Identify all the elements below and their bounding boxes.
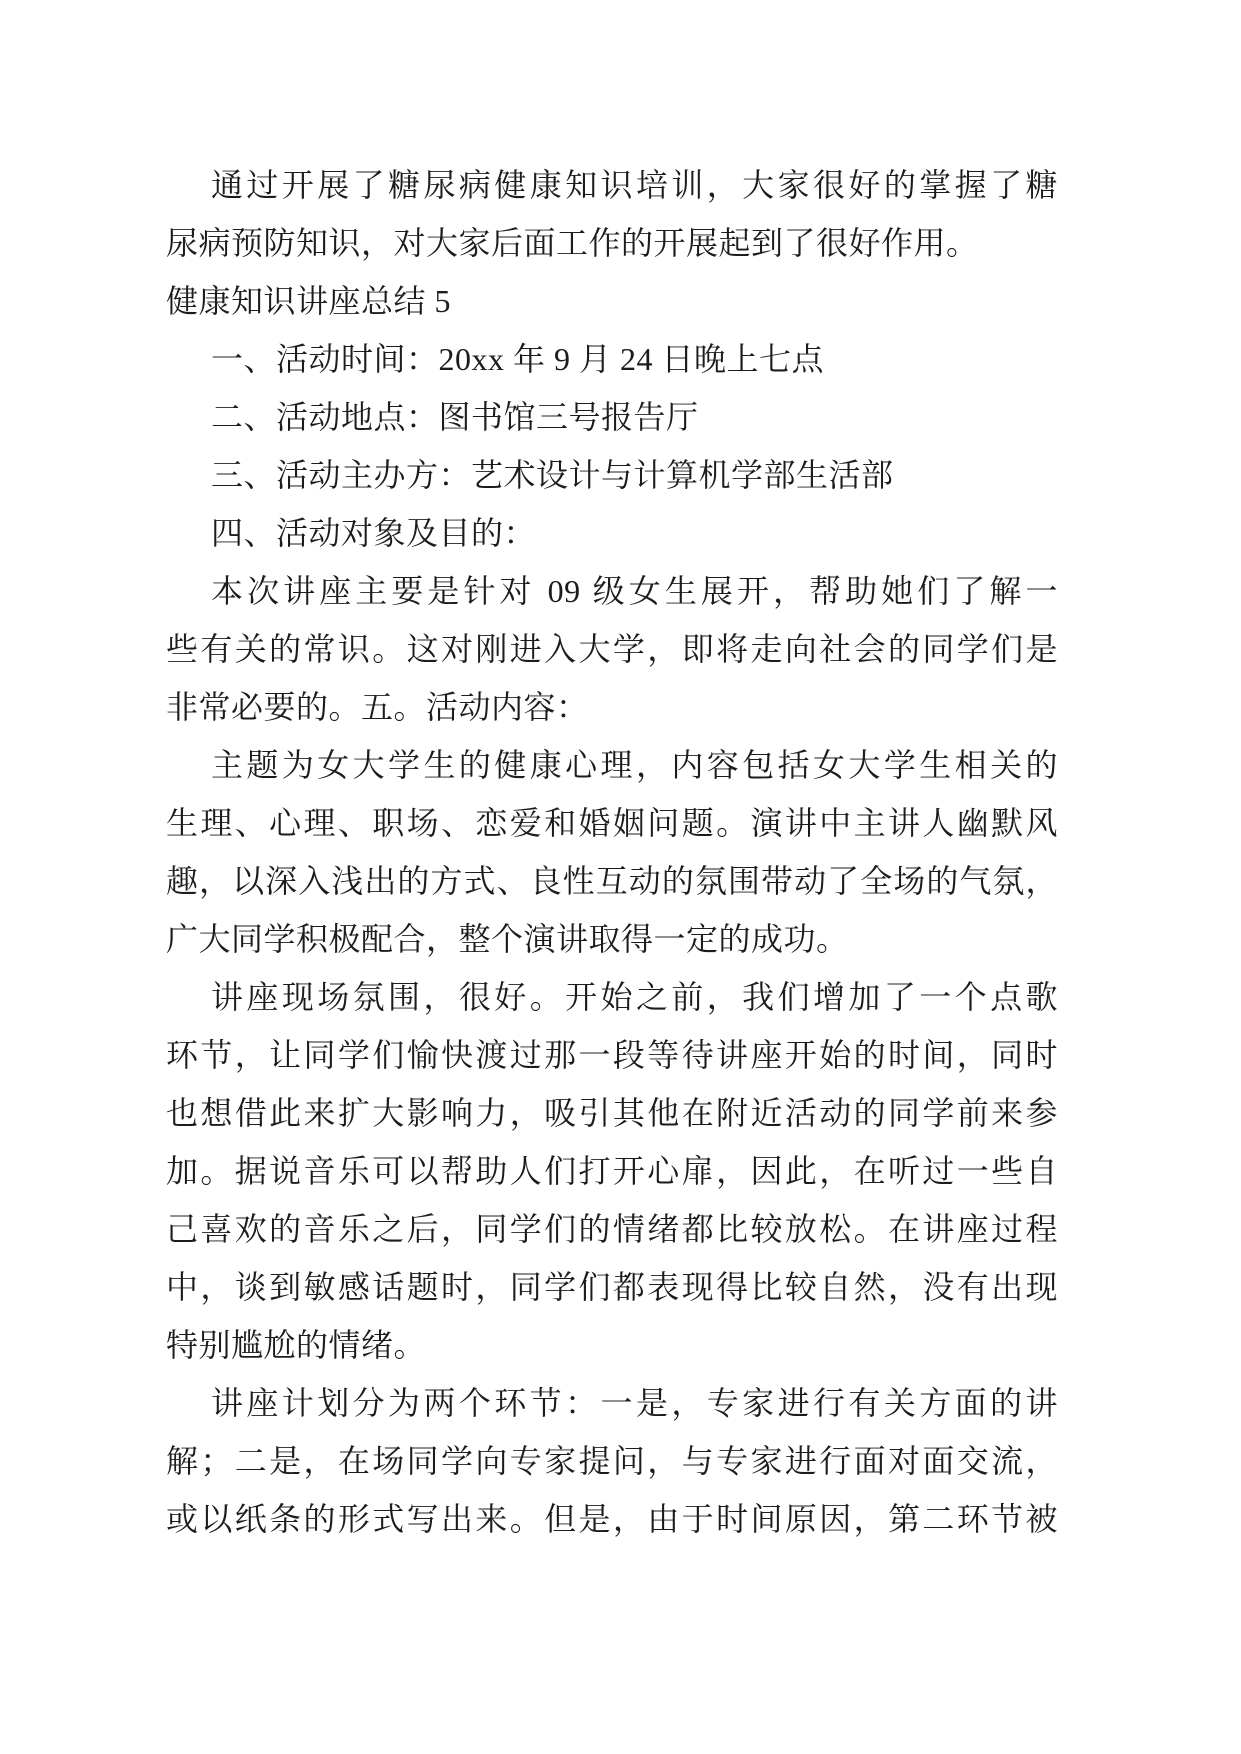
text-line: 趣，以深入浅出的方式、良性互动的氛围带动了全场的气氛， bbox=[166, 863, 1058, 899]
text-line: 主题为女大学生的健康心理，内容包括女大学生相关的 bbox=[211, 747, 1058, 783]
list-item: 四、活动对象及目的： bbox=[211, 515, 537, 551]
text-line: 己喜欢的音乐之后，同学们的情绪都比较放松。在讲座过程 bbox=[166, 1211, 1058, 1247]
text-block bbox=[166, 156, 1058, 1548]
list-item: 二、活动地点：图书馆三号报告厅 bbox=[211, 399, 699, 435]
text-line: 环节，让同学们愉快渡过那一段等待讲座开始的时间，同时 bbox=[166, 1037, 1058, 1073]
text-line: 讲座现场氛围，很好。开始之前，我们增加了一个点歌 bbox=[211, 979, 1058, 1015]
text-line: 加。据说音乐可以帮助人们打开心扉，因此，在听过一些自 bbox=[166, 1153, 1058, 1189]
text-line: 也想借此来扩大影响力，吸引其他在附近活动的同学前来参 bbox=[166, 1095, 1058, 1131]
text-line: 广大同学积极配合，整个演讲取得一定的成功。 bbox=[166, 921, 849, 957]
list-item: 一、活动时间：20xx 年 9 月 24 日晚上七点 bbox=[211, 341, 825, 377]
text-line: 尿病预防知识，对大家后面工作的开展起到了很好作用。 bbox=[166, 225, 979, 261]
text-line: 解；二是，在场同学向专家提问，与专家进行面对面交流， bbox=[166, 1443, 1058, 1479]
text-line: 中，谈到敏感话题时，同学们都表现得比较自然，没有出现 bbox=[166, 1269, 1058, 1305]
text-line: 通过开展了糖尿病健康知识培训，大家很好的掌握了糖 bbox=[211, 167, 1058, 203]
text-line: 些有关的常识。这对刚进入大学，即将走向社会的同学们是 bbox=[166, 631, 1058, 667]
text-line: 非常必要的。五。活动内容： bbox=[166, 689, 589, 725]
list-item: 三、活动主办方：艺术设计与计算机学部生活部 bbox=[211, 457, 894, 493]
section-heading: 健康知识讲座总结 5 bbox=[166, 283, 452, 319]
text-line: 本次讲座主要是针对 09 级女生展开，帮助她们了解一 bbox=[211, 573, 1058, 609]
text-line: 特别尴尬的情绪。 bbox=[166, 1327, 427, 1363]
text-line: 或以纸条的形式写出来。但是，由于时间原因，第二环节被 bbox=[166, 1501, 1058, 1537]
text-line: 生理、心理、职场、恋爱和婚姻问题。演讲中主讲人幽默风 bbox=[166, 805, 1058, 841]
text-line: 讲座计划分为两个环节：一是，专家进行有关方面的讲 bbox=[211, 1385, 1058, 1421]
